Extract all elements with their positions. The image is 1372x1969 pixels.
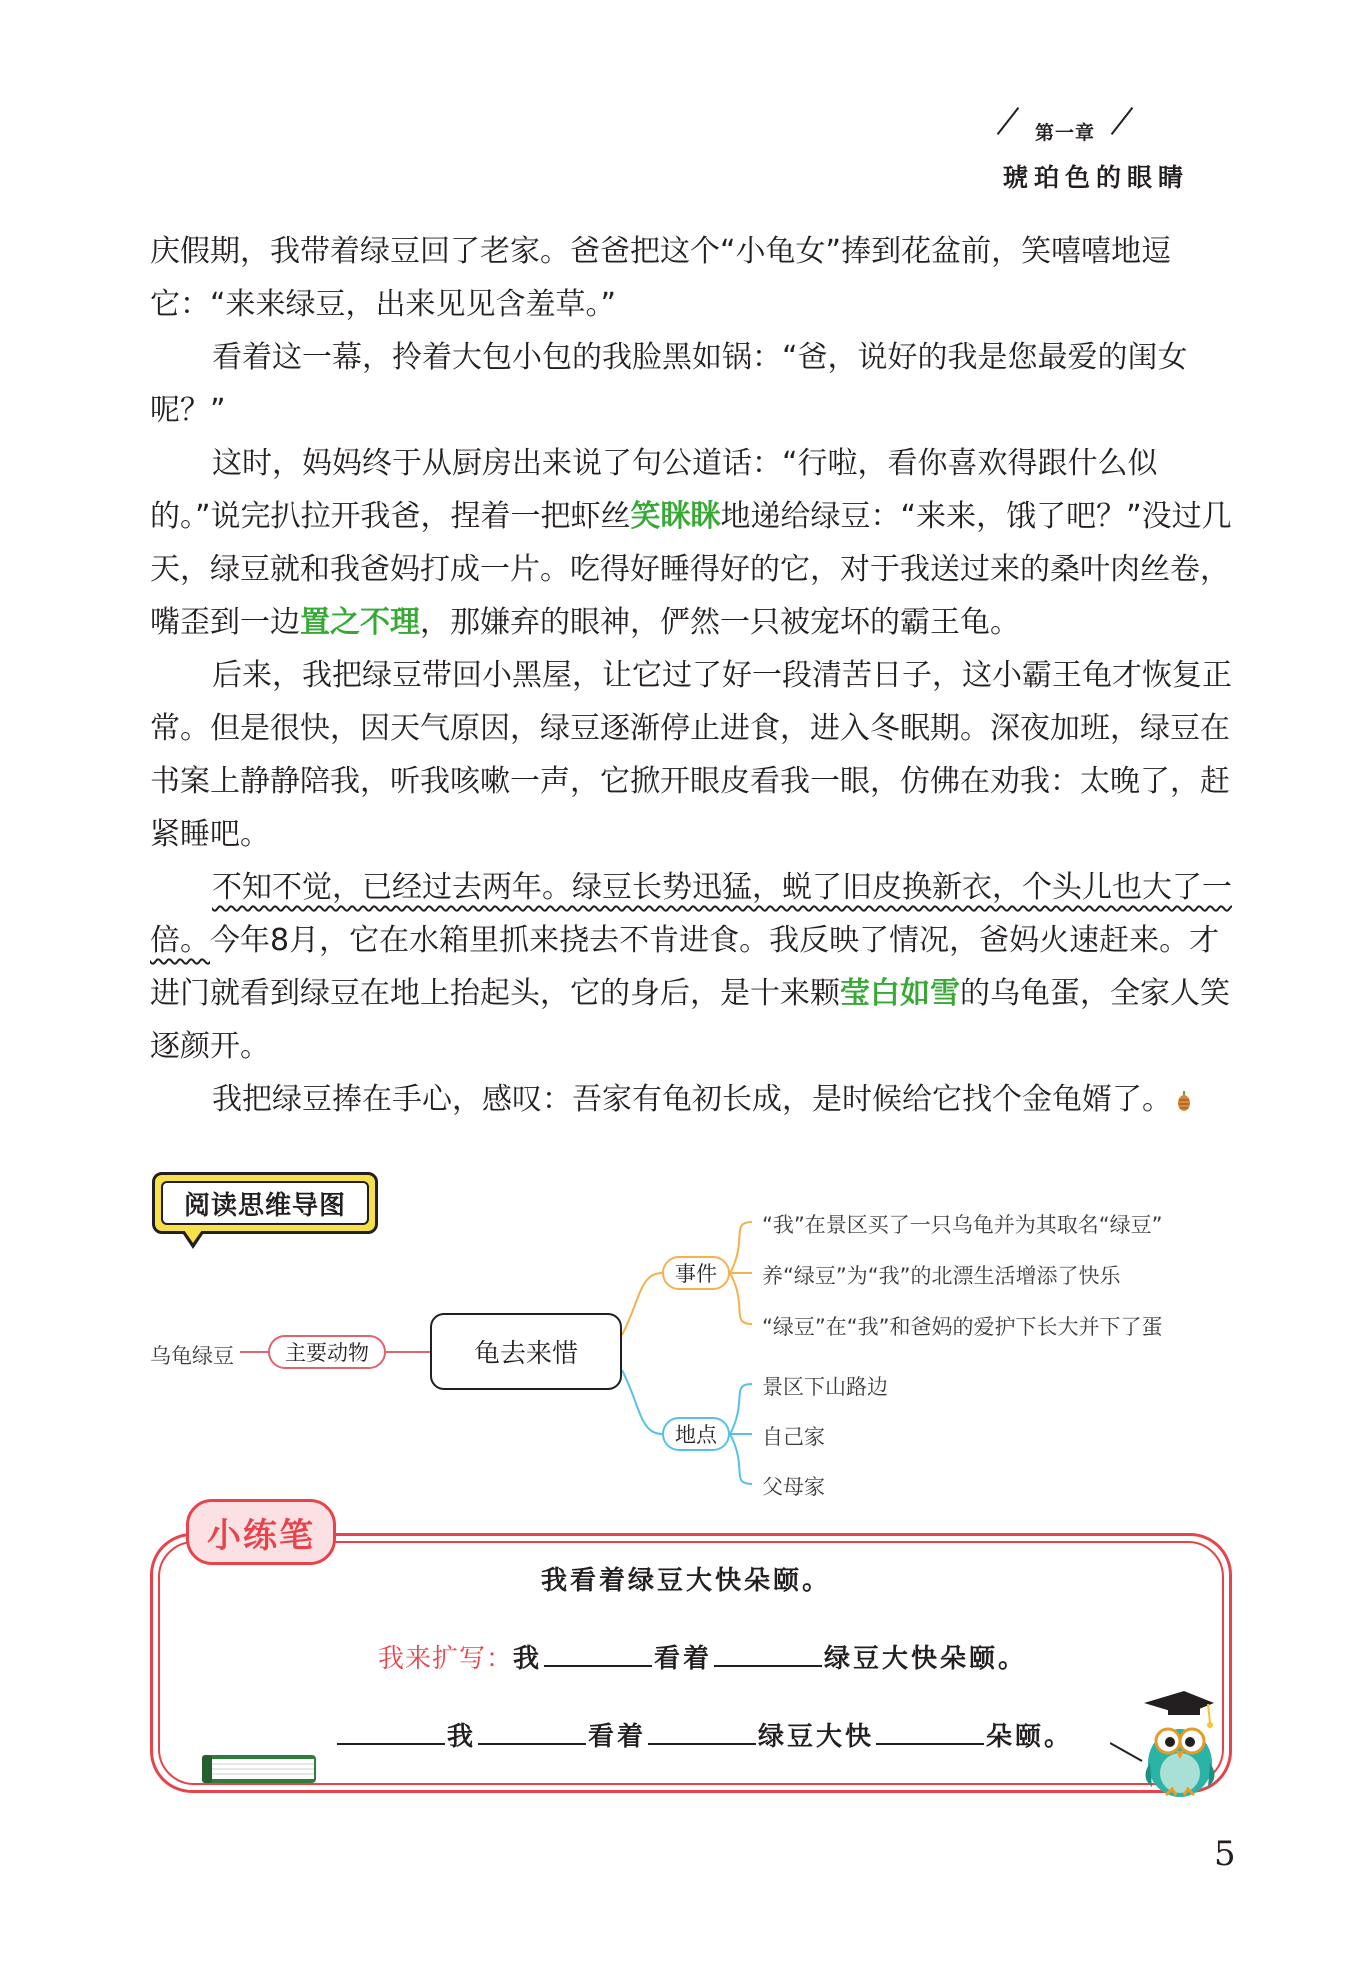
practice-expand-line (378, 1638, 1027, 1675)
wavy-underlined-text: 不知不觉，已经过去两年。绿豆长势迅猛，蜕了旧皮换新衣，个头儿也大了一倍。 (150, 870, 1232, 958)
expand-label: 我来扩写： (378, 1644, 514, 1674)
fill-blank[interactable] (544, 1643, 652, 1667)
practice-tab: 小练笔 (186, 1499, 336, 1565)
paragraph: 后来，我把绿豆带回小黑屋，让它过了好一段清苦日子，这小霸王龟才恢复正常。但是很快，因天气原因，绿豆逐渐停止进食，进入冬眠期。深夜加班，绿豆在书案上静静陪我，听我咳嗽一声，它掀开眼皮看我一眼，仿佛在劝我：太晚了，赶紧睡吧。 (150, 658, 1232, 852)
owl-teacher-icon (1110, 1683, 1218, 1799)
mindmap-badge-label: 阅读思维导图 (161, 1181, 369, 1225)
highlight-word: 莹白如雪 (840, 976, 960, 1011)
event-item: “我”在景区买了一只乌龟并为其取名“绿豆” (762, 1213, 1163, 1237)
text-run: ，那嫌弃的眼神，俨然一只被宠坏的霸王龟。 (420, 605, 1020, 640)
word: 看着 (654, 1644, 713, 1674)
text-run: 我把绿豆捧在手心，感叹：吾家有龟初长成，是时候给它找个金龟婿了。 (212, 1082, 1172, 1117)
word: 我 (447, 1722, 477, 1752)
fill-blank[interactable] (648, 1721, 756, 1745)
main-animal-value: 乌龟绿豆 (150, 1344, 234, 1368)
word: 绿豆大快 (758, 1722, 875, 1752)
paragraph: 庆假期，我带着绿豆回了老家。爸爸把这个“小龟女”捧到花盆前，笑嘻嘻地逗它：“来来绿豆，出来见见含羞草。” (150, 234, 1172, 322)
highlight-word: 笑眯眯 (630, 499, 721, 534)
highlight-word: 置之不理 (300, 605, 420, 640)
word: 我 (513, 1644, 543, 1674)
practice-expand-line (335, 1716, 1073, 1753)
node-place: 地点 (662, 1417, 730, 1451)
word: 看着 (588, 1722, 647, 1752)
text-run: 的乌龟蛋，全家人笑逐颜开。 (150, 976, 1230, 1064)
event-item: “绿豆”在“我”和爸妈的爱护下长大并下了蛋 (762, 1315, 1163, 1339)
fill-blank[interactable] (337, 1721, 445, 1745)
place-item: 自己家 (762, 1425, 825, 1449)
word: 朵颐。 (986, 1722, 1074, 1752)
text-run: 地递给绿豆：“来来，饿了吧？”没过几天，绿豆就和我爸妈打成一片。吃得好睡得好的它，对于我送过来的桑叶肉丝卷，嘴歪到一边 (150, 499, 1232, 640)
fill-blank[interactable] (478, 1721, 586, 1745)
practice-sentence: 我看着绿豆大快朵颐。 (540, 1566, 831, 1596)
fill-blank[interactable] (876, 1721, 984, 1745)
chapter-text: 第一章 (1035, 122, 1096, 144)
fill-blank[interactable] (714, 1643, 822, 1667)
text-run: 这时，妈妈终于从厨房出来说了句公道话：“行啦，看你喜欢得跟什么似的。”说完扒拉开我爸，捏着一把虾丝 (150, 446, 1158, 534)
page-number: 5 (1214, 1834, 1236, 1874)
text-run: 今年8月，它在水箱里抓来挠去不肯进食。我反映了情况，爸妈火速赶来。才进门就看到绿豆在地上抬起头，它的身后，是十来颗 (150, 923, 1220, 1011)
node-center: 龟去来惜 (430, 1313, 622, 1390)
book-icon (202, 1755, 316, 1783)
place-item: 父母家 (762, 1475, 825, 1499)
chapter-title: 琥珀色的眼睛 (1003, 163, 1190, 192)
place-item: 景区下山路边 (762, 1375, 888, 1399)
node-event: 事件 (662, 1256, 730, 1290)
event-item: 养“绿豆”为“我”的北漂生活增添了快乐 (762, 1264, 1121, 1288)
node-main-animal: 主要动物 (268, 1335, 386, 1369)
word: 绿豆大快朵颐。 (824, 1644, 1028, 1674)
paragraph: 看着这一幕，拎着大包小包的我脸黑如锅：“爸，说好的我是您最爱的闺女呢？” (150, 340, 1188, 428)
